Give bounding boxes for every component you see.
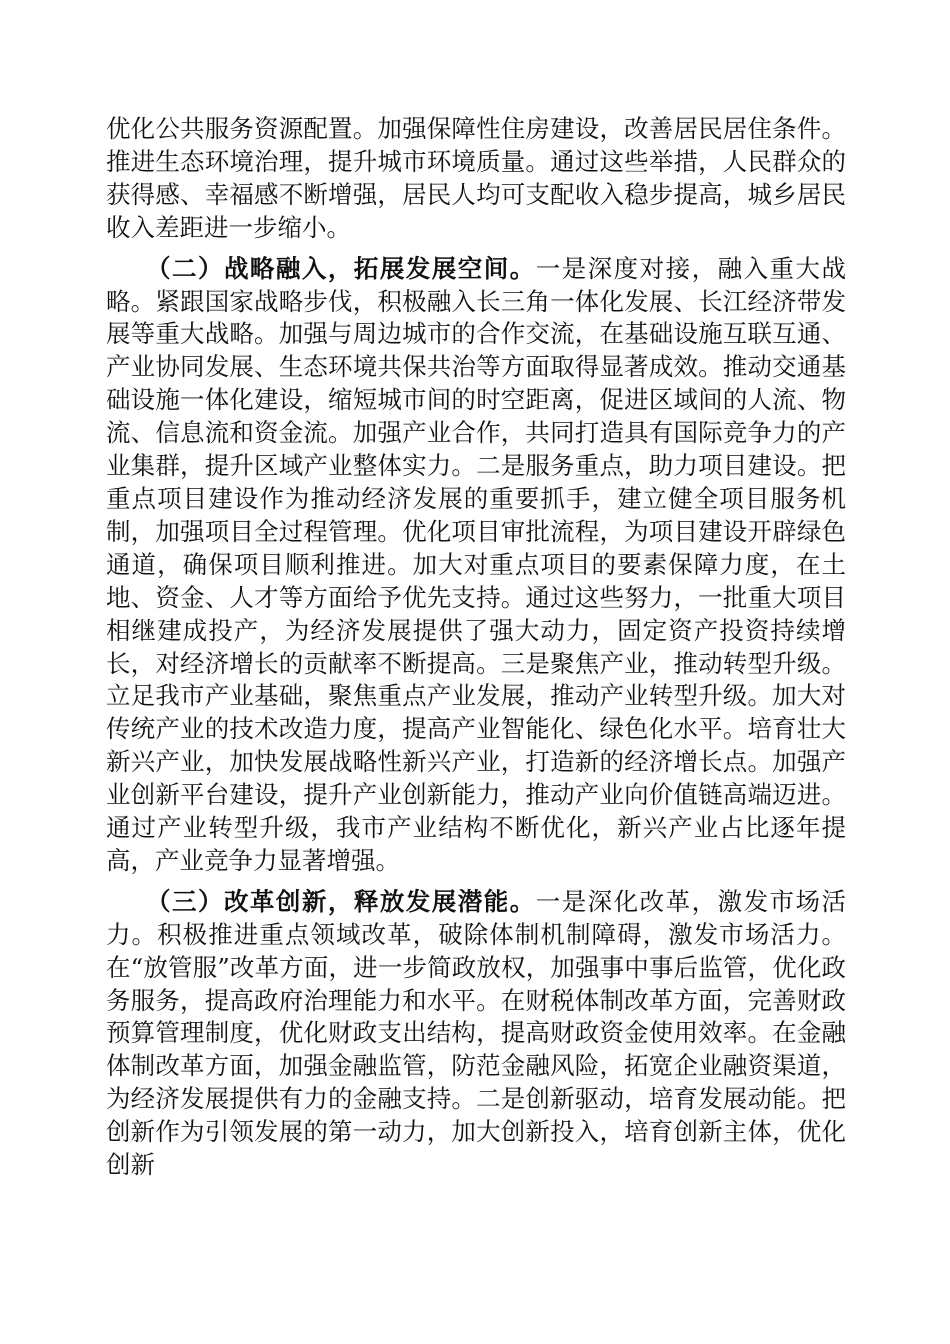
document-body [106,113,846,1182]
paragraph-section-2 [106,253,846,878]
paragraph-text: 一是深化改革，激发市场活力。积极推进重点领域改革，破除体制机制障碍，激发市场活力。在“放管服”改革方面，进一步简政放权，加强事中事后监管，优化政务服务，提高政府治理能力和水平。在财税体制改革方面，完善财政预算管理制度，优化财政支出结构，提高财政资金使用效率。在金融体制改革方面，加强金融监管，防范金融风险，拓宽企业融资渠道，为经济发展提供有力的金融支持。二是创新驱动，培育发展动能。把创新作为引领发展的第一动力，加大创新投入，培育创新主体，优化创新 [106,886,847,1180]
section-heading: （三）改革创新，释放发展潜能。 [146,886,536,916]
paragraph-text: 优化公共服务资源配置。加强保障性住房建设，改善居民居住条件。推进生态环境治理，提升城市环境质量。通过这些举措，人民群众的获得感、幸福感不断增强，居民人均可支配收入稳步提高，城乡居民收入差距进一步缩小。 [106,114,846,242]
paragraph-section-3 [106,886,846,1182]
section-heading: （二）战略融入，拓展发展空间。 [146,253,536,283]
paragraph-continuation [106,113,846,245]
paragraph-text: 一是深度对接，融入重大战略。紧跟国家战略步伐，积极融入长三角一体化发展、长江经济带发展等重大战略。加强与周边城市的合作交流，在基础设施互联互通、产业协同发展、生态环境共保共治等方面取得显著成效。推动交通基础设施一体化建设，缩短城市间的时空距离，促进区域间的人流、物流、信息流和资金流。加强产业合作，共同打造具有国际竞争力的产业集群，提升区域产业整体实力。二是服务重点，助力项目建设。把重点项目建设作为推动经济发展的重要抓手，建立健全项目服务机制，加强项目全过程管理。优化项目审批流程，为项目建设开辟绿色通道，确保项目顺利推进。加大对重点项目的要素保障力度，在土地、资金、人才等方面给予优先支持。通过这些努力，一批重大项目相继建成投产，为经济发展提供了强大动力，固定资产投资持续增长，对经济增长的贡献率不断提高。三是聚焦产业，推动转型升级。立足我市产业基础，聚焦重点产业发展，推动产业转型升级。加大对传统产业的技术改造力度，提高产业智能化、绿色化水平。培育壮大新兴产业，加快发展战略性新兴产业，打造新的经济增长点。加强产业创新平台建设，提升产业创新能力，推动产业向价值链高端迈进。通过产业转型升级，我市产业结构不断优化，新兴产业占比逐年提高，产业竞争力显著增强。 [106,253,847,875]
